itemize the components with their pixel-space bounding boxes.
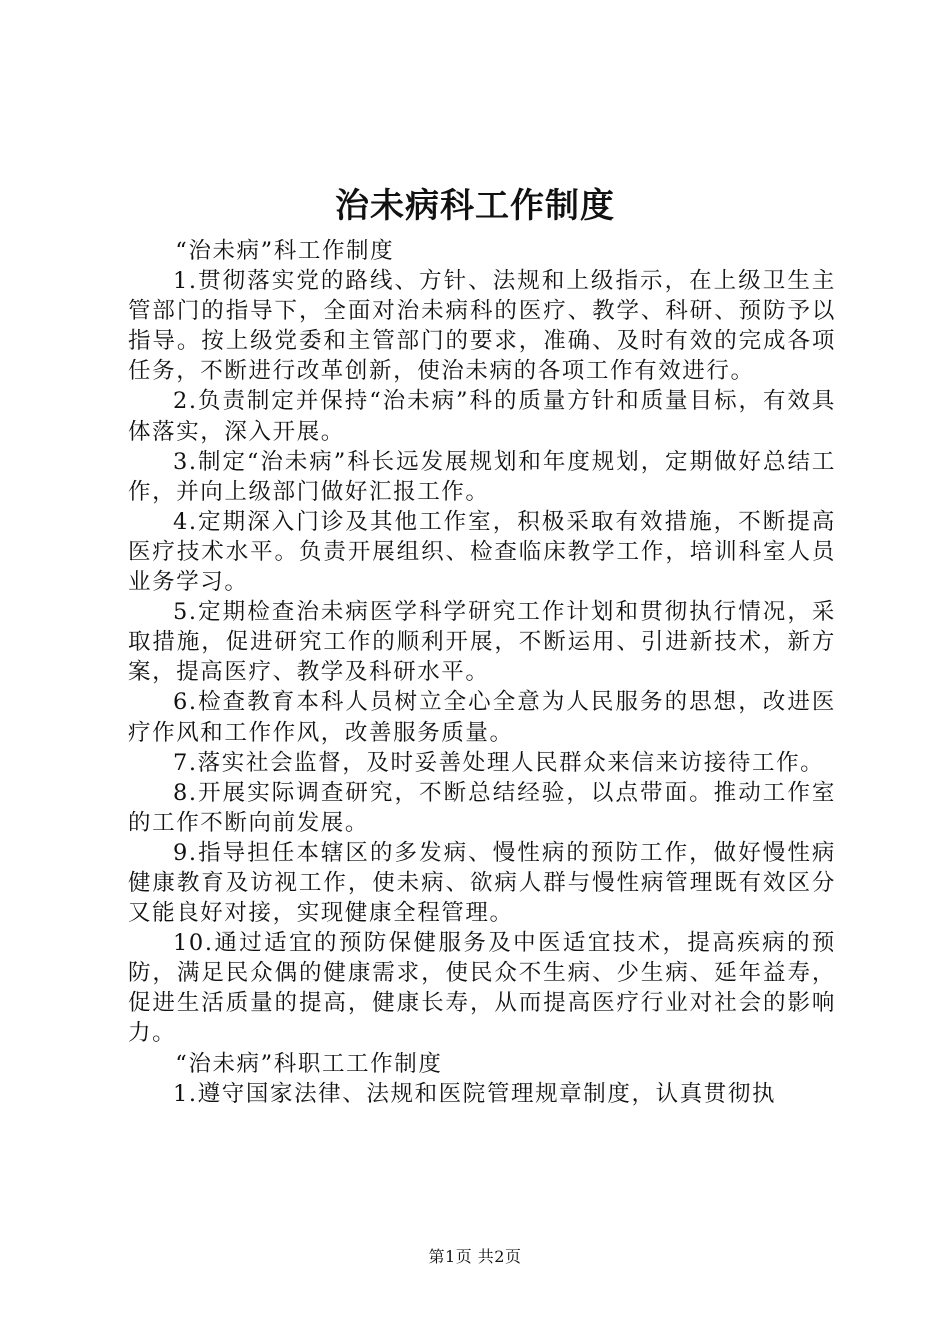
- paragraph: 2.负责制定并保持“治未病”科的质量方针和质量目标，有效具体落实，深入开展。: [128, 388, 836, 445]
- paragraph: 9.指导担任本辖区的多发病、慢性病的预防工作，做好慢性病健康教育及访视工作，使未病、欲病人群与慢性病管理既有效区分又能良好对接，实现健康全程管理。: [128, 839, 836, 927]
- document-body: [128, 236, 836, 1109]
- document-title: 治未病科工作制度: [335, 186, 615, 226]
- paragraph: 1.贯彻落实党的路线、方针、法规和上级指示，在上级卫生主管部门的指导下，全面对治未病科的医疗、教学、科研、预防予以指导。按上级党委和主管部门的要求，准确、及时有效的完成各项任务，不断进行改革创新，使治未病的各项工作有效进行。: [128, 268, 836, 385]
- page-footer: 第1页 共2页: [428, 1247, 522, 1266]
- paragraph: 5.定期检查治未病医学科学研究工作计划和贯彻执行情况，采取措施，促进研究工作的顺利开展，不断运用、引进新技术，新方案，提高医疗、教学及科研水平。: [128, 599, 836, 686]
- paragraph: 8.开展实际调查研究，不断总结经验，以点带面。推动工作室的工作不断向前发展。: [128, 779, 836, 836]
- paragraph: 4.定期深入门诊及其他工作室，积极采取有效措施，不断提高医疗技术水平。负责开展组织、检查临床教学工作，培训科室人员业务学习。: [128, 508, 836, 596]
- section-heading: “治未病”科工作制度: [175, 238, 395, 264]
- paragraph: 3.制定“治未病”科长远发展规划和年度规划，定期做好总结工作，并向上级部门做好汇报工作。: [128, 448, 836, 505]
- paragraph: 10.通过适宜的预防保健服务及中医适宜技术，提高疾病的预防，满足民众偶的健康需求，使民众不生病、少生病、延年益寿，促进生活质量的提高，健康长寿，从而提高医疗行业对社会的影响力。: [128, 930, 836, 1047]
- paragraph: 7.落实社会监督，及时妥善处理人民群众来信来访接待工作。: [173, 749, 825, 776]
- paragraph: 6.检查教育本科人员树立全心全意为人民服务的思想，改进医疗作风和工作作风，改善服务质量。: [128, 689, 836, 746]
- section-heading: “治未病”科职工工作制度: [175, 1050, 443, 1077]
- paragraph: 1.遵守国家法律、法规和医院管理规章制度，认真贯彻执: [173, 1080, 777, 1107]
